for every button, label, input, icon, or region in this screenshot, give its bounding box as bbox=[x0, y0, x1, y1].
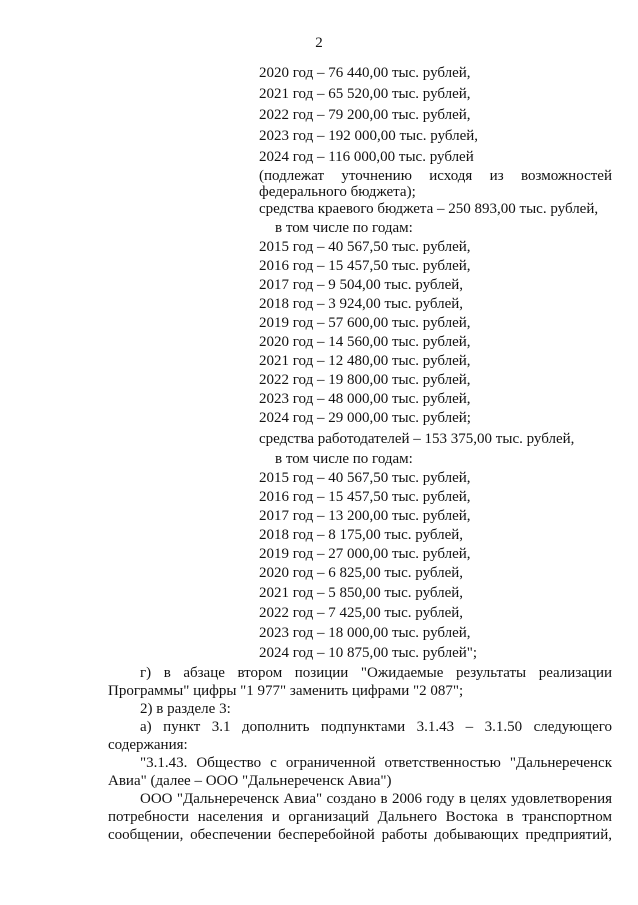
page-number: 2 bbox=[315, 35, 323, 51]
employers-heading: средства работодателей – 153 375,00 тыс. рублей, bbox=[259, 431, 575, 447]
federal-year-2020: 2020 год – 76 440,00 тыс. рублей, bbox=[259, 65, 471, 81]
employers-year-2018: 2018 год – 8 175,00 тыс. рублей, bbox=[259, 527, 464, 543]
employers-year-2022: 2022 год – 7 425,00 тыс. рублей, bbox=[259, 605, 464, 621]
federal-year-2022: 2022 год – 79 200,00 тыс. рублей, bbox=[259, 107, 471, 123]
federal-year-2021: 2021 год – 65 520,00 тыс. рублей, bbox=[259, 86, 471, 102]
regional-year-2015: 2015 год – 40 567,50 тыс. рублей, bbox=[259, 239, 471, 255]
regional-year-2024: 2024 год – 29 000,00 тыс. рублей; bbox=[259, 410, 471, 426]
employers-year-2015: 2015 год – 40 567,50 тыс. рублей, bbox=[259, 470, 471, 486]
federal-year-2024: 2024 год – 116 000,00 тыс. рублей bbox=[259, 149, 474, 165]
regional-year-2022: 2022 год – 19 800,00 тыс. рублей, bbox=[259, 372, 471, 388]
regional-year-2020: 2020 год – 14 560,00 тыс. рублей, bbox=[259, 334, 471, 350]
employers-subheading: в том числе по годам: bbox=[275, 451, 413, 467]
regional-subheading: в том числе по годам: bbox=[275, 220, 413, 236]
regional-year-2018: 2018 год – 3 924,00 тыс. рублей, bbox=[259, 296, 464, 312]
federal-year-2023: 2023 год – 192 000,00 тыс. рублей, bbox=[259, 128, 479, 144]
employers-year-2016: 2016 год – 15 457,50 тыс. рублей, bbox=[259, 489, 471, 505]
employers-year-2017: 2017 год – 13 200,00 тыс. рублей, bbox=[259, 508, 471, 524]
federal-note: (подлежат уточнению исходя из возможностей федерального бюджета); bbox=[259, 168, 612, 200]
paragraph-g: г) в абзаце втором позиции "Ожидаемые результаты реализации Программы" цифры "1 977" заменить цифрами "2 087"; bbox=[108, 665, 612, 699]
regional-year-2019: 2019 год – 57 600,00 тыс. рублей, bbox=[259, 315, 471, 331]
employers-year-2019: 2019 год – 27 000,00 тыс. рублей, bbox=[259, 546, 471, 562]
employers-year-2021: 2021 год – 5 850,00 тыс. рублей, bbox=[259, 585, 464, 601]
employers-year-2023: 2023 год – 18 000,00 тыс. рублей, bbox=[259, 625, 471, 641]
regional-heading: средства краевого бюджета – 250 893,00 тыс. рублей, bbox=[259, 201, 599, 217]
regional-year-2023: 2023 год – 48 000,00 тыс. рублей, bbox=[259, 391, 471, 407]
employers-year-2020: 2020 год – 6 825,00 тыс. рублей, bbox=[259, 565, 464, 581]
section-3-heading: 2) в разделе 3: bbox=[140, 701, 231, 717]
paragraph-ooo-description: ООО "Дальнереченск Авиа" создано в 2006 году в целях удовлетворения потребности населения и организаций Дальнего Востока в транспортном сообщении, обеспечении бесперебойной работы добывающих предприятий, bbox=[108, 791, 612, 843]
regional-year-2021: 2021 год – 12 480,00 тыс. рублей, bbox=[259, 353, 471, 369]
paragraph-a: а) пункт 3.1 дополнить подпунктами 3.1.43 – 3.1.50 следующего содержания: bbox=[108, 719, 612, 753]
regional-year-2017: 2017 год – 9 504,00 тыс. рублей, bbox=[259, 277, 464, 293]
employers-year-2024: 2024 год – 10 875,00 тыс. рублей"; bbox=[259, 645, 478, 661]
paragraph-3-1-43: "3.1.43. Общество с ограниченной ответственностью "Дальнереченск Авиа" (далее – ООО "Дальнереченск Авиа") bbox=[108, 755, 612, 789]
regional-year-2016: 2016 год – 15 457,50 тыс. рублей, bbox=[259, 258, 471, 274]
